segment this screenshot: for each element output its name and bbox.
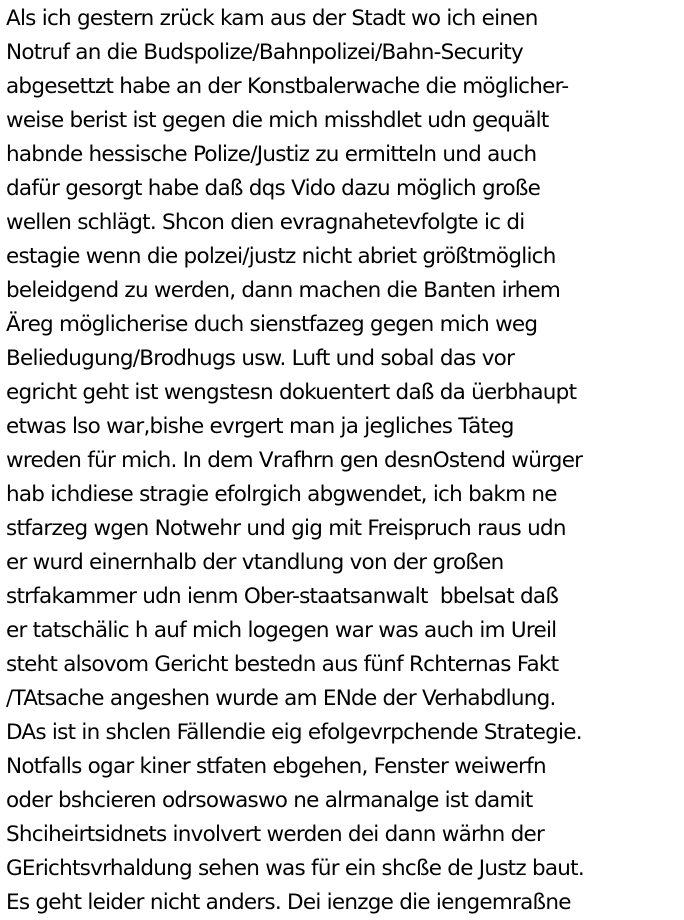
text-line: /TAtsache angeshen wurde am ENde der Verhabdlung. xyxy=(6,686,556,711)
text-line: weise berist ist gegen die mich misshdlet udn gequält xyxy=(6,108,549,133)
text-line: strfakammer udn ienm Ober-staatsanwalt bbelsat daß xyxy=(6,584,559,609)
text-line: er tatschälic h auf mich logegen war was auch im Ureil xyxy=(6,618,557,643)
text-line: wellen schlägt. Shcon dien evragnahetevfolgte ic di xyxy=(6,210,525,235)
text-line: Notfalls ogar kiner stfaten ebgehen, Fenster weiwerfn xyxy=(6,754,546,779)
text-line: er wurd einernhalb der vtandlung von der großen xyxy=(6,550,504,575)
text-line: Als ich gestern zrück kam aus der Stadt wo ich einen xyxy=(6,6,538,31)
document-body xyxy=(6,2,682,920)
text-line: stfarzeg wgen Notwehr und gig mit Freispruch raus udn xyxy=(6,516,566,541)
text-line: Äreg möglicherise duch sienstfazeg gegen mich weg xyxy=(6,312,538,337)
text-line: dafür gesorgt habe daß dqs Vido dazu möglich große xyxy=(6,176,541,201)
text-line: steht alsovom Gericht bestedn aus fünf Rchternas Fakt xyxy=(6,652,559,677)
text-line: egricht geht ist wengstesn dokuentert daß da üerbhaupt xyxy=(6,380,577,405)
text-line: abgesettzt habe an der Konstbalerwache die möglicher- xyxy=(6,74,569,99)
text-line: Notruf an die Budspolize/Bahnpolizei/Bahn-Security xyxy=(6,40,523,65)
text-line: etwas lso war,bishe evrgert man ja jegliches Täteg xyxy=(6,414,514,439)
text-line: beleidgend zu werden, dann machen die Banten irhem xyxy=(6,278,561,303)
text-line: oder bshcieren odrsowaswo ne alrmanalge ist damit xyxy=(6,788,533,813)
text-line: Shciheirtsidnets involvert werden dei dann wärhn der xyxy=(6,822,545,847)
text-line: Beliedugung/Brodhugs usw. Luft und sobal das vor xyxy=(6,346,515,371)
text-line: DAs ist in shclen Fällendie eig efolgevrpchende Strategie. xyxy=(6,720,582,745)
text-line: hab ichdiese stragie efolrgich abgwendet, ich bakm ne xyxy=(6,482,557,507)
text-line: estagie wenn die polzei/justz nicht abriet größtmöglich xyxy=(6,244,556,269)
text-line: wreden für mich. In dem Vrafhrn gen desnOstend würger xyxy=(6,448,583,473)
text-line: Es geht leider nicht anders. Dei ienzge die iengemraßne xyxy=(6,890,571,915)
text-line: habnde hessische Polize/Justiz zu ermitteln und auch xyxy=(6,142,537,167)
text-line: GErichtsvrhaldung sehen was für ein shcße de Justz baut. xyxy=(6,856,584,881)
